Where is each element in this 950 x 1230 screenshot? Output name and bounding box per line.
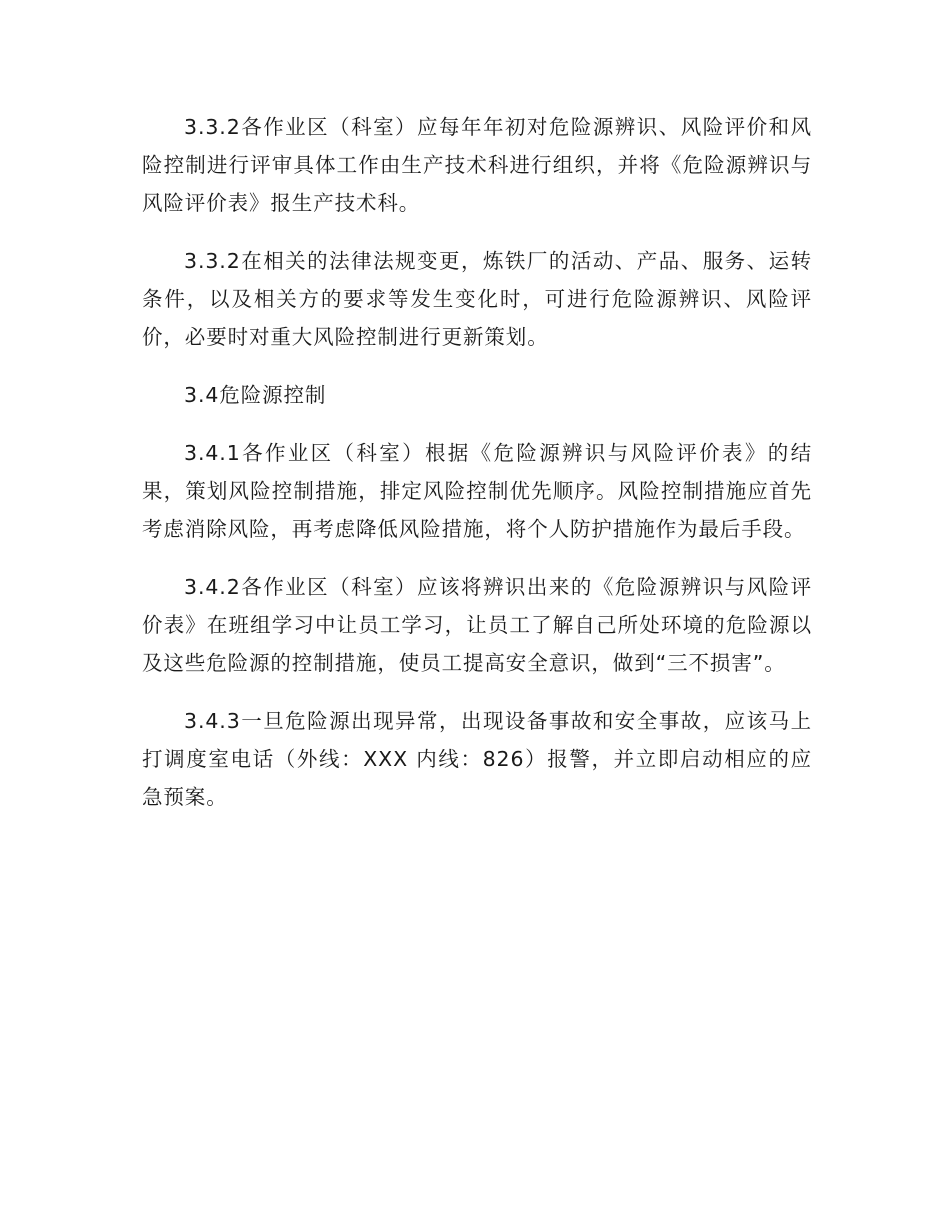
- paragraph-3-4-3: 3.4.3一旦危险源出现异常，出现设备事故和安全事故，应该马上打调度室电话（外线：XXX 内线：826）报警，并立即启动相应的应急预案。: [142, 709, 812, 809]
- paragraph-3-3-2-update: 3.3.2在相关的法律法规变更，炼铁厂的活动、产品、服务、运转条件，以及相关方的要求等发生变化时，可进行危险源辨识、风险评价，必要时对重大风险控制进行更新策划。: [142, 249, 812, 349]
- paragraph-3-4-2: 3.4.2各作业区（科室）应该将辨识出来的《危险源辨识与风险评价表》在班组学习中让员工学习，让员工了解自己所处环境的危险源以及这些危险源的控制措施，使员工提高安全意识，做到“三不损害”。: [142, 575, 812, 675]
- section-heading-3-4: 3.4危险源控制: [184, 383, 327, 407]
- paragraph-3-4-1: 3.4.1各作业区（科室）根据《危险源辨识与风险评价表》的结果，策划风险控制措施，排定风险控制优先顺序。风险控制措施应首先考虑消除风险，再考虑降低风险措施，将个人防护措施作为最后手段。: [142, 441, 812, 541]
- document-body: [142, 108, 812, 836]
- paragraph-3-3-2-review: 3.3.2各作业区（科室）应每年年初对危险源辨识、风险评价和风险控制进行评审具体工作由生产技术科进行组织，并将《危险源辨识与风险评价表》报生产技术科。: [142, 115, 812, 215]
